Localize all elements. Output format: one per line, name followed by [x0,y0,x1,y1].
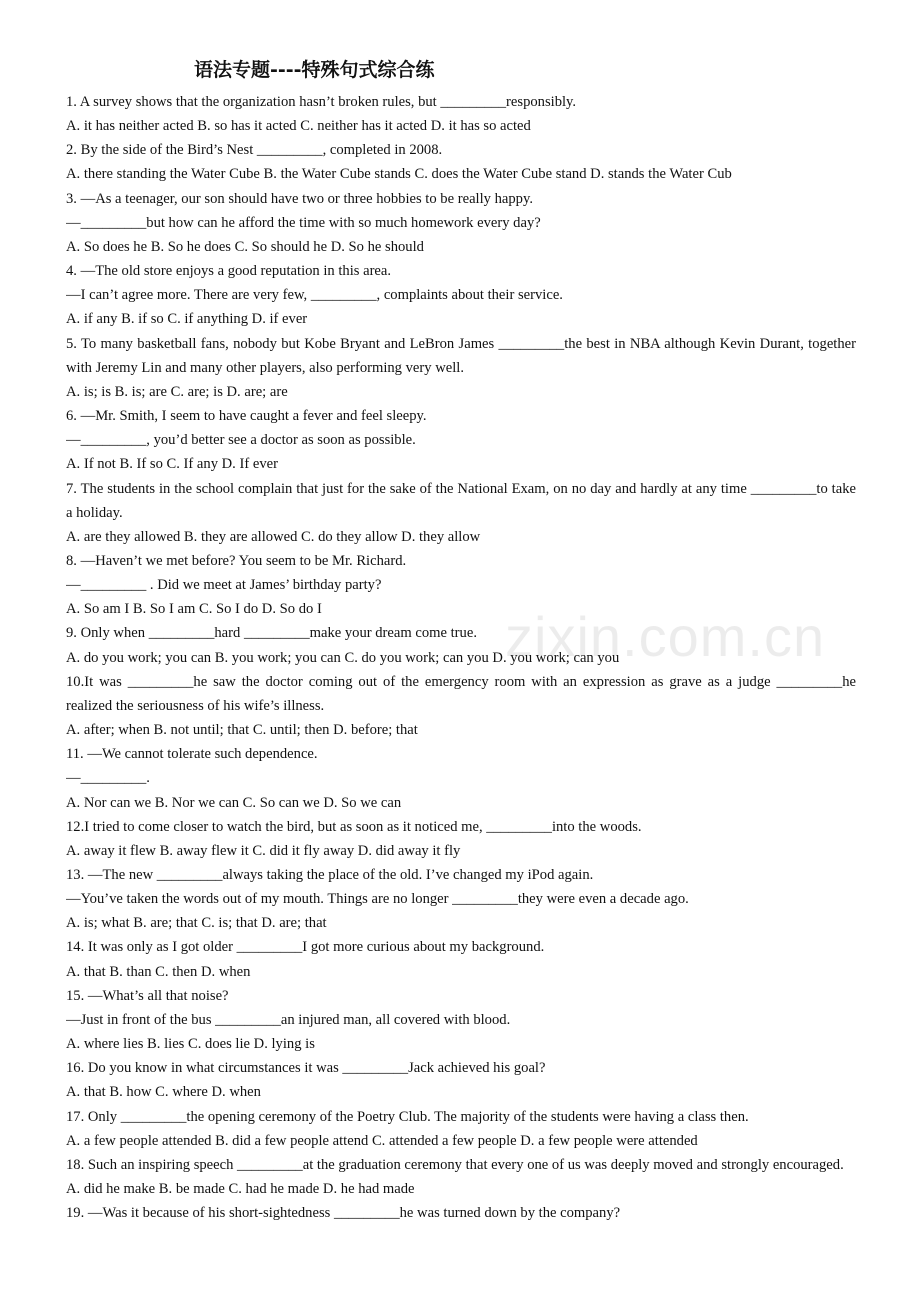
answer-options: A. did he make B. be made C. had he made D. he had made [66,1181,415,1198]
question-line: 1. A survey shows that the organization hasn’t broken rules, but _________responsibly. [66,94,577,110]
question-line: 17. Only _________the opening ceremony of the Poetry Club. The majority of the students were having a class then. [66,1108,749,1125]
question-line: —_________, you’d better see a doctor as soon as possible. [66,432,416,449]
question-line: —_________. [66,770,150,787]
answer-options: A. is; is B. is; are C. are; is D. are; are [66,383,288,400]
document-page [66,58,856,1225]
question-list [66,90,856,1225]
question-line: 18. Such an inspiring speech _________at the graduation ceremony that every one of us was deeply moved and strongly encouraged. [66,1156,844,1173]
answer-options: A. after; when B. not until; that C. until; then D. before; that [66,722,418,739]
question-line: 13. —The new _________always taking the place of the old. I’ve changed my iPod again. [66,867,594,883]
question-line: —_________but how can he afford the time with so much homework every day? [66,214,541,231]
answer-options: A. is; what B. are; that C. is; that D. are; that [66,915,327,932]
answer-options: A. it has neither acted B. so has it acted C. neither has it acted D. it has so acted [66,118,531,135]
question-line: —_________ . Did we meet at James’ birthday party? [66,577,382,594]
answer-options: A. away it flew B. away flew it C. did it fly away D. did away it fly [66,842,461,859]
answer-options: A. that B. than C. then D. when [66,963,251,980]
question-line: 2. By the side of the Bird’s Nest _________, completed in 2008. [66,142,443,159]
question-line: 7. The students in the school complain that just for the sake of the National Exam, on no day and hardly at any time _________to take a holiday. [66,480,856,521]
question-line: 6. —Mr. Smith, I seem to have caught a fever and feel sleepy. [66,408,427,425]
answer-options: A. are they allowed B. they are allowed C. do they allow D. they allow [66,528,481,545]
question-line: —Just in front of the bus _________an injured man, all covered with blood. [66,1011,511,1028]
answer-options: A. So am I B. So I am C. So I do D. So do I [66,601,322,618]
question-line: 9. Only when _________hard _________make your dream come true. [66,625,477,642]
question-line: 3. —As a teenager, our son should have two or three hobbies to be really happy. [66,190,533,207]
question-line: 8. —Haven’t we met before? You seem to be Mr. Richard. [66,552,407,569]
question-line: 15. —What’s all that noise? [66,987,229,1004]
watermark-text: zixin.com.cn [505,605,826,668]
answer-options: A. there standing the Water Cube B. the Water Cube stands C. does the Water Cube stand D. stands the Water Cub [66,166,732,183]
answer-options: A. a few people attended B. did a few people attend C. attended a few people D. a few people were attended [66,1132,698,1149]
question-line: 11. —We cannot tolerate such dependence. [66,746,318,763]
question-line: 10.It was _________he saw the doctor coming out of the emergency room with an expression as grave as a judge _________he realized the seriousness of his wife’s illness. [66,673,856,714]
question-line: 12.I tried to come closer to watch the bird, but as soon as it noticed me, _________into the woods. [66,818,642,835]
question-line: —I can’t agree more. There are very few, _________, complaints about their service. [66,287,563,304]
question-line: —You’ve taken the words out of my mouth. Things are no longer _________they were even a decade ago. [66,891,689,908]
question-line: 5. To many basketball fans, nobody but Kobe Bryant and LeBron James _________the best in NBA although Kevin Durant, together with Jeremy Lin and many other players, also performing very well. [66,335,856,376]
page-title: 语法专题----特殊句式综合练 [194,59,435,81]
question-line: 16. Do you know in what circumstances it was _________Jack achieved his goal? [66,1060,546,1077]
question-line: 19. —Was it because of his short-sightedness _________he was turned down by the company? [66,1205,621,1222]
answer-options: A. Nor can we B. Nor we can C. So can we D. So we can [66,794,402,811]
answer-options: A. So does he B. So he does C. So should he D. So he should [66,238,424,255]
question-line: 4. —The old store enjoys a good reputation in this area. [66,263,392,280]
question-line: 14. It was only as I got older _________I got more curious about my background. [66,939,545,956]
answer-options: A. If not B. If so C. If any D. If ever [66,456,278,473]
answer-options: A. that B. how C. where D. when [66,1084,261,1101]
answer-options: A. do you work; you can B. you work; you can C. do you work; can you D. you work; can you [66,649,620,666]
answer-options: A. if any B. if so C. if anything D. if ever [66,311,308,328]
answer-options: A. where lies B. lies C. does lie D. lying is [66,1036,315,1053]
